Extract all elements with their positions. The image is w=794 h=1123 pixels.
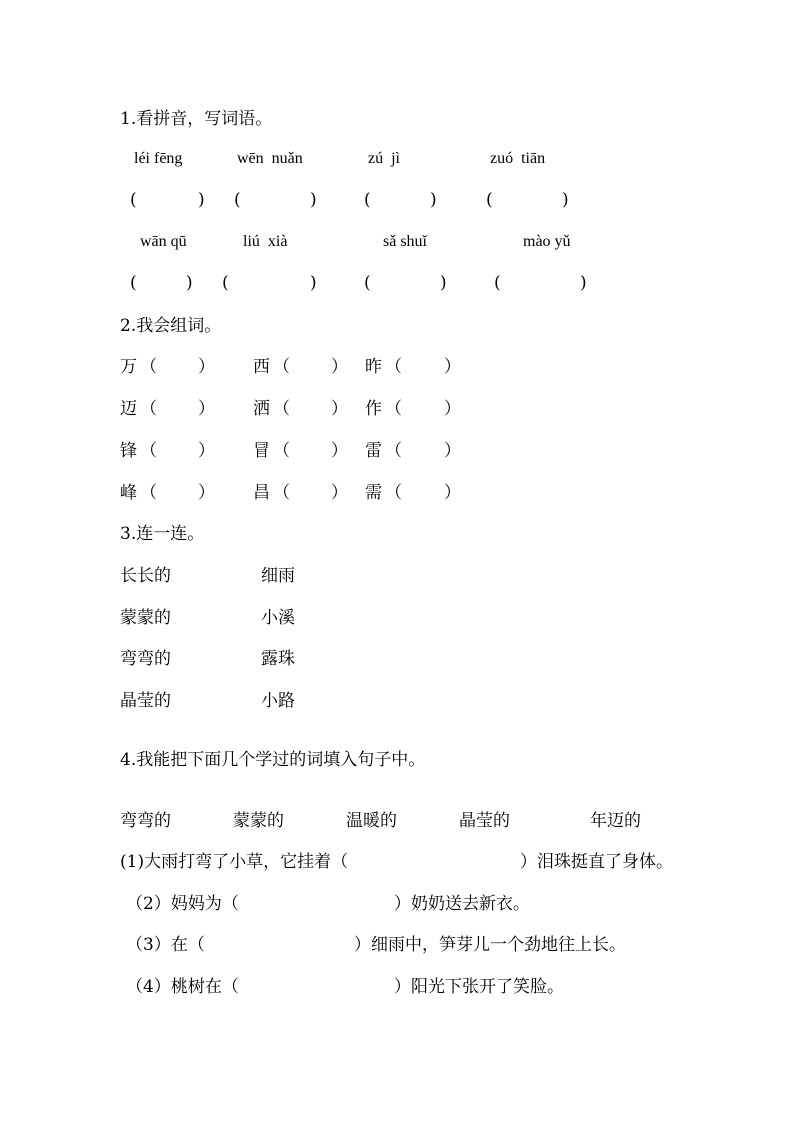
fill-close: ） <box>331 399 348 419</box>
fill-close: ） <box>444 357 461 377</box>
section-1-title: 1.看拼音，写词语。 <box>120 109 273 129</box>
answer-close-paren: ) <box>310 273 317 293</box>
fill-close: ） <box>331 483 348 503</box>
word-bank-item: 蒙蒙的 <box>233 811 284 831</box>
fill-open: （ <box>140 483 157 503</box>
sentence-2-prefix: （2）妈妈为（ <box>126 894 239 914</box>
answer-open-paren: ( <box>486 190 493 210</box>
pinyin-liu-xia: liú xià <box>243 233 288 250</box>
fill-open: （ <box>385 483 402 503</box>
char-lei: 雷 <box>365 441 382 461</box>
pinyin-mao-yu: mào yǔ <box>523 233 571 250</box>
word-bank-item: 弯弯的 <box>120 811 171 831</box>
char-zuo2: 作 <box>365 399 382 419</box>
char-chang: 昌 <box>253 483 270 503</box>
match-right-item: 小溪 <box>261 608 295 628</box>
answer-close-paren: ) <box>186 273 193 293</box>
fill-open: （ <box>273 483 290 503</box>
fill-close: ） <box>198 441 215 461</box>
pinyin-wen-nuan: wēn nuǎn <box>237 150 303 167</box>
answer-close-paren: ) <box>310 190 317 210</box>
answer-open-paren: ( <box>130 190 137 210</box>
match-right-item: 露珠 <box>261 649 295 669</box>
word-bank-item: 晶莹的 <box>459 811 510 831</box>
sentence-2-suffix: ）奶奶送去新衣。 <box>394 894 530 914</box>
fill-open: （ <box>273 441 290 461</box>
fill-open: （ <box>385 441 402 461</box>
fill-close: ） <box>331 357 348 377</box>
fill-close: ） <box>198 399 215 419</box>
match-right-item: 小路 <box>261 691 295 711</box>
char-xi: 西 <box>253 357 270 377</box>
word-bank-item: 年迈的 <box>590 811 641 831</box>
answer-close-paren: ) <box>440 273 447 293</box>
pinyin-lei-feng: léi fēng <box>134 150 183 167</box>
fill-close: ） <box>444 441 461 461</box>
fill-close: ） <box>444 399 461 419</box>
sentence-4-suffix: ）阳光下张开了笑脸。 <box>394 977 564 997</box>
match-left-item: 弯弯的 <box>120 649 171 669</box>
pinyin-sa-shui: sǎ shuǐ <box>383 233 427 250</box>
match-left-item: 长长的 <box>120 566 171 586</box>
match-right-item: 细雨 <box>261 566 295 586</box>
answer-close-paren: ) <box>430 190 437 210</box>
pinyin-zuo-tian: zuó tiān <box>490 150 546 167</box>
char-zuo: 昨 <box>365 357 382 377</box>
match-left-item: 蒙蒙的 <box>120 608 171 628</box>
sentence-3-suffix: ）细雨中，笋芽儿一个劲地往上长。 <box>354 935 626 955</box>
fill-open: （ <box>273 357 290 377</box>
answer-open-paren: ( <box>364 273 371 293</box>
pinyin-zu-ji: zú jì <box>368 150 400 167</box>
match-left-item: 晶莹的 <box>120 691 171 711</box>
fill-open: （ <box>140 441 157 461</box>
fill-open: （ <box>385 357 402 377</box>
answer-open-paren: ( <box>494 273 501 293</box>
char-sa: 洒 <box>253 399 270 419</box>
section-3-title: 3.连一连。 <box>120 524 205 544</box>
sentence-1-suffix: ）泪珠挺直了身体。 <box>520 852 673 872</box>
answer-open-paren: ( <box>130 273 137 293</box>
fill-close: ） <box>198 357 215 377</box>
answer-open-paren: ( <box>364 190 371 210</box>
answer-open-paren: ( <box>222 273 229 293</box>
char-feng: 锋 <box>120 441 137 461</box>
fill-open: （ <box>273 399 290 419</box>
char-feng2: 峰 <box>120 483 137 503</box>
pinyin-wan-qu: wān qū <box>140 233 187 250</box>
answer-open-paren: ( <box>234 190 241 210</box>
fill-open: （ <box>385 399 402 419</box>
char-xu: 需 <box>365 483 382 503</box>
char-mai: 迈 <box>120 399 137 419</box>
fill-close: ） <box>331 441 348 461</box>
sentence-3-prefix: （3）在（ <box>126 935 205 955</box>
fill-open: （ <box>140 399 157 419</box>
sentence-4-prefix: （4）桃树在（ <box>126 977 239 997</box>
fill-close: ） <box>198 483 215 503</box>
answer-close-paren: ) <box>198 190 205 210</box>
sentence-1-prefix: (1)大雨打弯了小草，它挂着（ <box>120 852 349 872</box>
section-4-title: 4.我能把下面几个学过的词填入句子中。 <box>120 750 426 770</box>
answer-close-paren: ) <box>562 190 569 210</box>
answer-close-paren: ) <box>580 273 587 293</box>
char-wan: 万 <box>120 357 137 377</box>
fill-close: ） <box>444 483 461 503</box>
char-mao: 冒 <box>253 441 270 461</box>
fill-open: （ <box>140 357 157 377</box>
word-bank-item: 温暖的 <box>346 811 397 831</box>
section-2-title: 2.我会组词。 <box>120 316 222 336</box>
